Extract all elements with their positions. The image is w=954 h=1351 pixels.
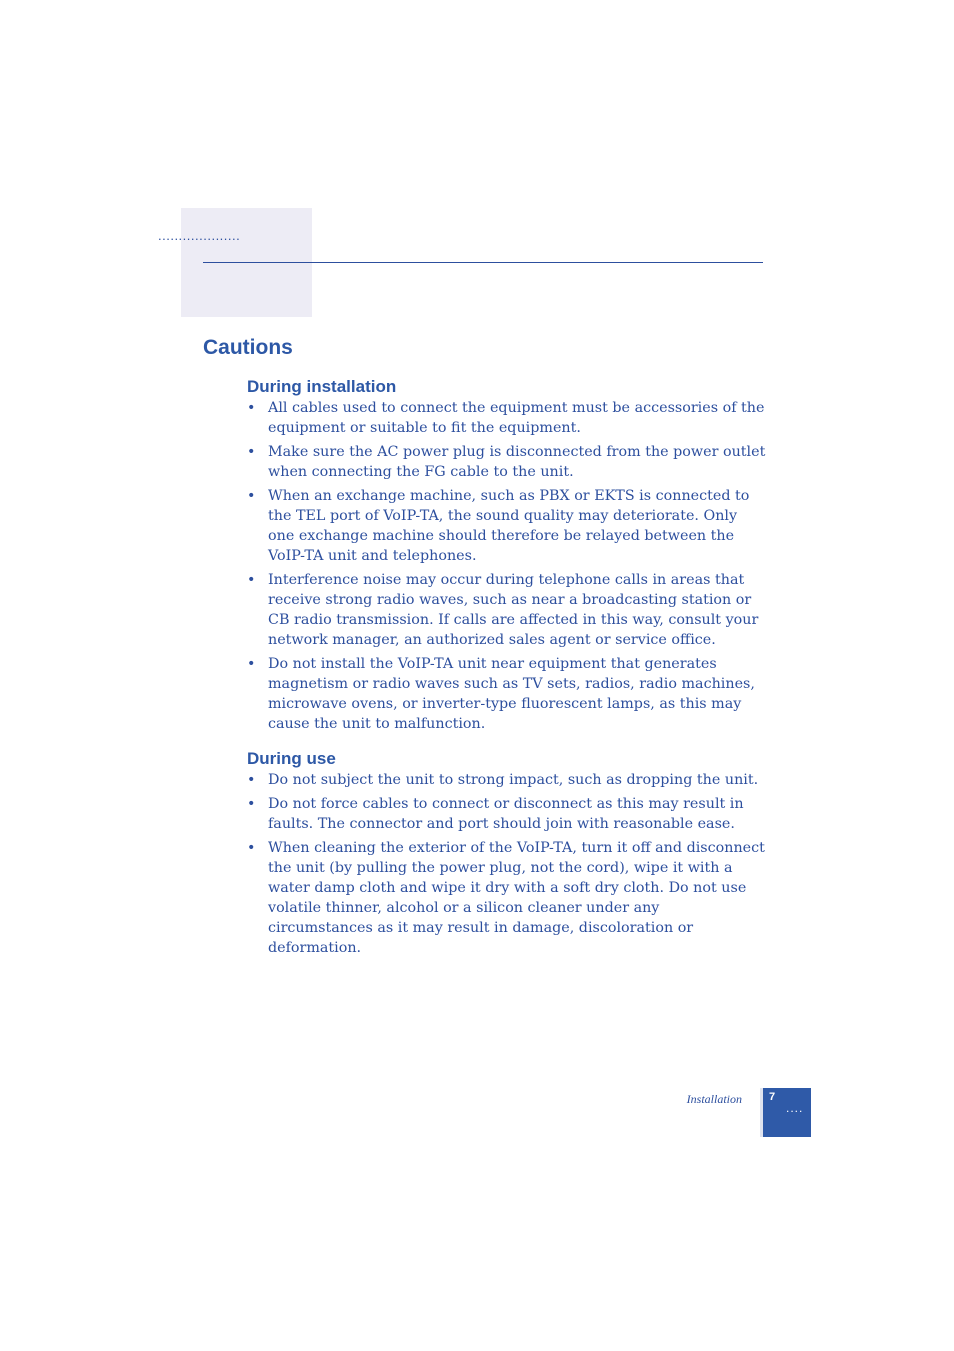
bullet-icon: •: [247, 772, 256, 788]
list-item: [247, 570, 767, 650]
list-item: [247, 654, 767, 734]
page-number-tab: [763, 1088, 811, 1137]
installation-heading: During installation: [247, 377, 397, 396]
bullet-icon: •: [247, 444, 256, 460]
list-item-text: Interference noise may occur during telephone calls in areas that receive strong radio waves, such as near a broadcasting station or CB radio transmission. If calls are affected in this way, consult your network manager, an authorized sales agent or service office.: [268, 572, 759, 648]
list-item: [247, 398, 767, 438]
list-item-text: All cables used to connect the equipment must be accessories of the equipment or suitable to fit the equipment.: [268, 400, 765, 436]
list-item-text: When cleaning the exterior of the VoIP-TA, turn it off and disconnect the unit (by pulling the power plug, not the cord), wipe it with a water damp cloth and wipe it dry with a soft dry cloth. Do not use volatile thinner, alcohol or a silicon cleaner under any circumstances as it may result in damage, discoloration or deformation.: [268, 840, 765, 956]
bullet-icon: •: [247, 796, 256, 812]
header-dot-leader: ....................: [158, 228, 241, 243]
list-item: [247, 486, 767, 566]
page-title: Cautions: [203, 336, 293, 359]
list-item-text: Make sure the AC power plug is disconnected from the power outlet when connecting the FG cable to the unit.: [268, 444, 766, 480]
footer-chapter-label: Installation: [686, 1092, 742, 1106]
bullet-icon: •: [247, 488, 256, 504]
list-item: [247, 770, 767, 790]
list-item: [247, 442, 767, 482]
list-item-text: When an exchange machine, such as PBX or EKTS is connected to the TEL port of VoIP-TA, the sound quality may deteriorate. Only one exchange machine should therefore be relayed between the VoIP-TA unit and telephones.: [268, 488, 750, 564]
list-item-text: Do not force cables to connect or disconnect as this may result in faults. The connector and port should join with reasonable ease.: [268, 796, 744, 832]
footer-dot-leader: ....: [786, 1101, 804, 1115]
list-item: [247, 794, 767, 834]
bullet-icon: •: [247, 840, 256, 856]
use-heading: During use: [247, 749, 336, 768]
bullet-icon: •: [247, 572, 256, 588]
bullet-icon: •: [247, 656, 256, 672]
header-rule: [203, 262, 763, 263]
section-spacer: [247, 738, 767, 748]
bullet-icon: •: [247, 400, 256, 416]
page-number: 7: [769, 1091, 776, 1103]
cautions-content: [247, 376, 767, 962]
use-list: [247, 770, 767, 958]
list-item: [247, 838, 767, 958]
list-item-text: Do not install the VoIP-TA unit near equipment that generates magnetism or radio waves such as TV sets, radios, radio machines, microwave ovens, or inverter-type fluorescent lamps, as this may cause the unit to malfunction.: [268, 656, 755, 732]
list-item-text: Do not subject the unit to strong impact, such as dropping the unit.: [268, 772, 759, 788]
installation-list: [247, 398, 767, 734]
